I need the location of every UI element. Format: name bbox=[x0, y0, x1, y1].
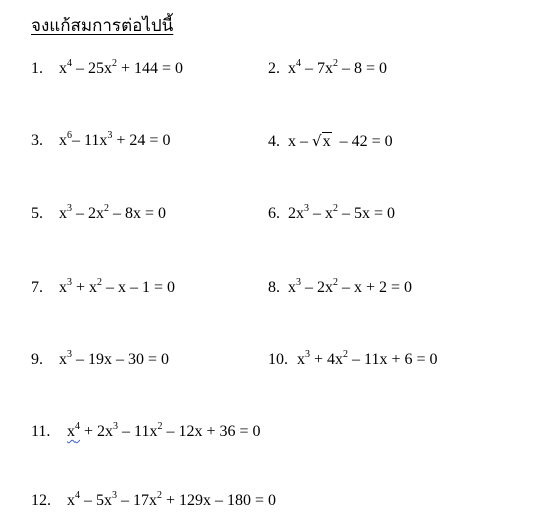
equation: $x^6-$ $11x^3 + 24 = 0$ bbox=[59, 130, 171, 149]
equation: $2x^3 - x^2 - 5x = 0$ bbox=[288, 203, 396, 222]
problem-number: 9. bbox=[31, 351, 43, 368]
spellcheck-squiggle: $x^4$ bbox=[67, 421, 80, 440]
equation: x – √x – 42 = 0 bbox=[288, 132, 393, 150]
radicand: x bbox=[322, 133, 331, 150]
equation: $x^3 - 2x^2 - 8x = 0$ bbox=[59, 203, 167, 222]
problem-number: 11. bbox=[31, 423, 51, 440]
problem-number: 6. bbox=[268, 205, 280, 222]
problem-number: 1. bbox=[31, 60, 43, 77]
problem-1 bbox=[31, 59, 183, 79]
equation: $x^4 - 25x^2 + 144 = 0$ bbox=[59, 58, 184, 77]
square-root-icon: √ bbox=[312, 132, 322, 150]
problem-4 bbox=[268, 131, 393, 152]
worksheet-heading: จงแก้สมการต่อไปนี้ bbox=[31, 16, 174, 35]
problem-number: 3. bbox=[31, 132, 43, 149]
problem-11 bbox=[31, 422, 260, 442]
problem-number: 10. bbox=[268, 351, 288, 368]
equation: $x^3 + x^2 - x - 1 = 0$ bbox=[59, 277, 176, 296]
equation: $x^3 - 19x - 30 = 0$ bbox=[59, 349, 170, 368]
problem-2 bbox=[268, 59, 387, 79]
problem-9 bbox=[31, 350, 169, 370]
problem-number: 12. bbox=[31, 492, 51, 509]
problem-10 bbox=[268, 350, 437, 370]
equation: $x^3 + 4x^2 - 11x + 6 = 0$ bbox=[297, 349, 438, 368]
problem-number: 5. bbox=[31, 205, 43, 222]
problem-12 bbox=[31, 491, 276, 511]
problem-number: 2. bbox=[268, 60, 280, 77]
problem-number: 4. bbox=[268, 133, 280, 150]
problem-7 bbox=[31, 278, 175, 298]
problem-3 bbox=[31, 131, 170, 151]
problem-number: 7. bbox=[31, 279, 43, 296]
problem-number: 8. bbox=[268, 279, 280, 296]
problem-6 bbox=[268, 204, 395, 224]
equation: $x^4 - 5x^3 - 17x^2 + 129x - 180 = 0$ bbox=[67, 490, 277, 509]
problem-8 bbox=[268, 278, 412, 298]
equation: $x^4 + 2x^3 - 11x^2 - 12x + 36 = 0$ bbox=[67, 421, 261, 440]
equation: $x^3 - 2x^2 - x + 2 = 0$ bbox=[288, 277, 413, 296]
equation: $x^4 - 7x^2 - 8 = 0$ bbox=[288, 58, 388, 77]
problem-5 bbox=[31, 204, 166, 224]
